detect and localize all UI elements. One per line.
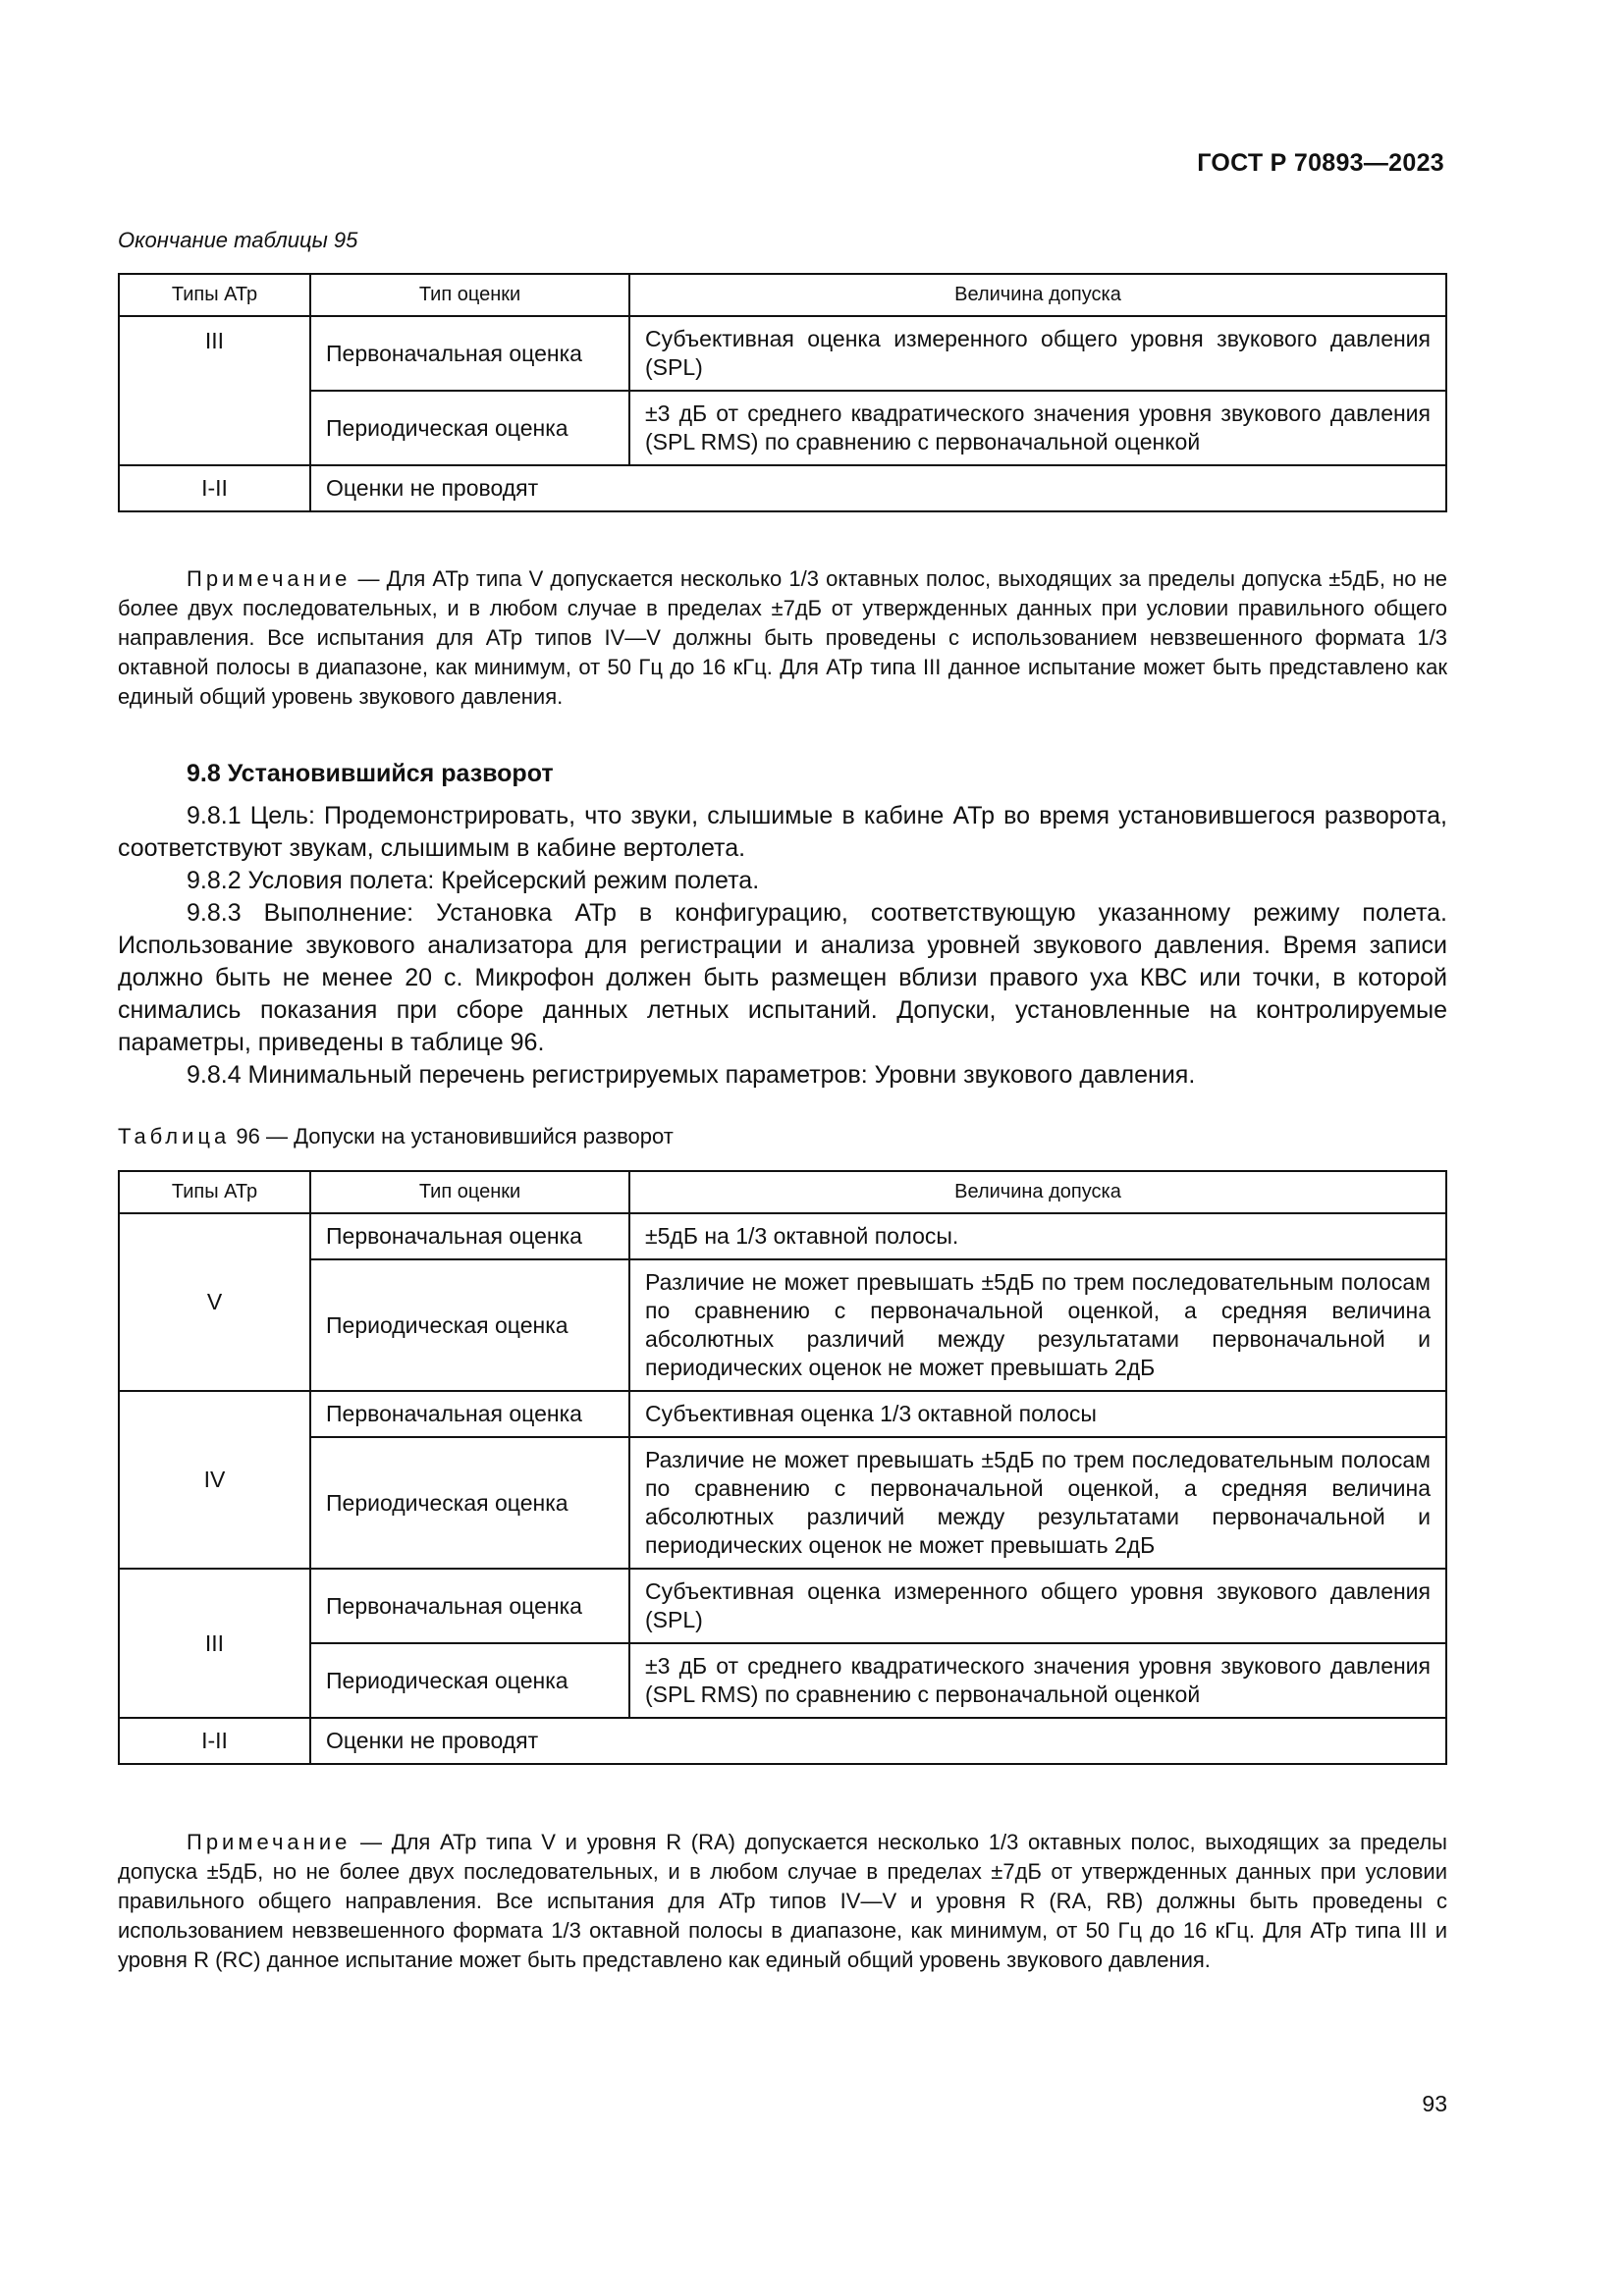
tolerance-cell: Субъективная оценка измеренного общего уровня звукового давления (SPL) [629, 1569, 1446, 1643]
atr-type-cell: I-II [119, 1718, 310, 1764]
note-1 [118, 564, 1447, 712]
note-label: Примечание [187, 1830, 352, 1854]
paragraph-9-8-1: 9.8.1 Цель: Продемонстрировать, что звуки, слышимые в кабине АТр во время установившегося разворота, соответствуют звукам, слышимым в кабине вертолета. [118, 802, 1447, 862]
table-row [119, 465, 1446, 511]
tolerance-cell: Субъективная оценка 1/3 октавной полосы [629, 1391, 1446, 1437]
section-heading: 9.8 Установившийся разворот [187, 760, 554, 787]
table-header-row [119, 274, 1446, 316]
tolerance-cell: ±5дБ на 1/3 октавной полосы. [629, 1213, 1446, 1259]
section-9-8 [118, 758, 1447, 1092]
note-text: — Для АТр типа V и уровня R (RA) допускается несколько 1/3 октавных полос, выходящих за пределы допуска ±5дБ, но не более двух последовательных, и в любом случае в пределах ±7дБ от утвержденных данных при условии правильного общего направления. Все испытания для АТр типов IV—V и уровня R (RA, RB) должны быть проведены с использованием невзвешенного формата 1/3 октавной полосы в диапазоне, как минимум, от 50 Гц до 16 кГц. Для АТр типа III и уровня R (RC) данное испытание может быть представлено как единый общий уровень звукового давления. [118, 1830, 1447, 1972]
table-row [119, 1391, 1446, 1437]
column-header: Величина допуска [629, 1171, 1446, 1213]
document-id: ГОСТ Р 70893—2023 [1197, 149, 1444, 177]
assessment-type-cell: Первоначальная оценка [310, 316, 629, 391]
assessment-type-cell: Оценки не проводят [310, 465, 1446, 511]
table-header-row [119, 1171, 1446, 1213]
tolerance-cell: Различие не может превышать ±5дБ по трем последовательным полосам по сравнению с первоначальной оценкой, а средняя величина абсолютных различий между результатами первоначальной и периодических оценок не может превышать 2дБ [629, 1437, 1446, 1569]
table-96 [118, 1170, 1447, 1765]
note-label: Примечание [187, 566, 352, 591]
assessment-type-cell: Первоначальная оценка [310, 1391, 629, 1437]
tolerance-cell: Различие не может превышать ±5дБ по трем последовательным полосам по сравнению с первоначальной оценкой, а средняя величина абсолютных различий между результатами первоначальной и периодических оценок не может превышать 2дБ [629, 1259, 1446, 1391]
assessment-type-cell: Периодическая оценка [310, 391, 629, 465]
assessment-type-cell: Периодическая оценка [310, 1437, 629, 1569]
column-header: Типы АТр [119, 274, 310, 316]
assessment-type-cell: Первоначальная оценка [310, 1569, 629, 1643]
assessment-type-cell: Первоначальная оценка [310, 1213, 629, 1259]
table95-caption: Окончание таблицы 95 [118, 228, 358, 252]
column-header: Величина допуска [629, 274, 1446, 316]
table-row [119, 1643, 1446, 1718]
note-text: — Для АТр типа V допускается несколько 1/3 октавных полос, выходящих за пределы допуска ±5дБ, но не более двух последовательных, и в любом случае в пределах ±7дБ от утвержденных данных при условии правильного общего направления. Все испытания для АТр типов IV—V должны быть проведены с использованием невзвешенного формата 1/3 октавной полосы в диапазоне, как минимум, от 50 Гц до 16 кГц. Для АТр типа III данное испытание может быть представлено как единый общий уровень звукового давления. [118, 566, 1447, 709]
table96-caption-label: Таблица [118, 1124, 231, 1148]
table-row [119, 1259, 1446, 1391]
column-header: Тип оценки [310, 1171, 629, 1213]
tolerance-cell: Субъективная оценка измеренного общего уровня звукового давления (SPL) [629, 316, 1446, 391]
atr-type-cell: III [119, 1569, 310, 1718]
table-row [119, 391, 1446, 465]
note-2 [118, 1828, 1447, 1975]
page-number: 93 [1422, 2091, 1447, 2116]
paragraph-9-8-2: 9.8.2 Условия полета: Крейсерский режим полета. [187, 867, 760, 894]
paragraph-9-8-3: 9.8.3 Выполнение: Установка АТр в конфигурацию, соответствующую указанному режиму полета. Использование звукового анализатора для регистрации и анализа уровней звукового давления. Время записи должно быть не менее 20 с. Микрофон должен быть размещен вблизи правого уха КВС или точки, в которой снимались показания при сборе данных летных испытаний. Допуски, установленные на контролируемые параметры, приведены в таблице 96. [118, 899, 1447, 1056]
table-row [119, 1718, 1446, 1764]
table-row [119, 1569, 1446, 1643]
atr-type-cell: III [119, 316, 310, 465]
assessment-type-cell: Периодическая оценка [310, 1259, 629, 1391]
tolerance-cell: ±3 дБ от среднего квадратического значения уровня звукового давления (SPL RMS) по сравнению с первоначальной оценкой [629, 1643, 1446, 1718]
column-header: Типы АТр [119, 1171, 310, 1213]
table-row [119, 1213, 1446, 1259]
tolerance-cell: ±3 дБ от среднего квадратического значения уровня звукового давления (SPL RMS) по сравнению с первоначальной оценкой [629, 391, 1446, 465]
atr-type-cell: V [119, 1213, 310, 1391]
table-row [119, 1437, 1446, 1569]
atr-type-cell: I-II [119, 465, 310, 511]
atr-type-cell: IV [119, 1391, 310, 1569]
table96-caption [118, 1124, 674, 1149]
table-row [119, 316, 1446, 391]
paragraph-9-8-4: 9.8.4 Минимальный перечень регистрируемых параметров: Уровни звукового давления. [187, 1061, 1196, 1089]
table96-caption-title: 96 — Допуски на установившийся разворот [230, 1124, 674, 1148]
assessment-type-cell: Оценки не проводят [310, 1718, 1446, 1764]
assessment-type-cell: Периодическая оценка [310, 1643, 629, 1718]
table-95 [118, 273, 1447, 512]
column-header: Тип оценки [310, 274, 629, 316]
